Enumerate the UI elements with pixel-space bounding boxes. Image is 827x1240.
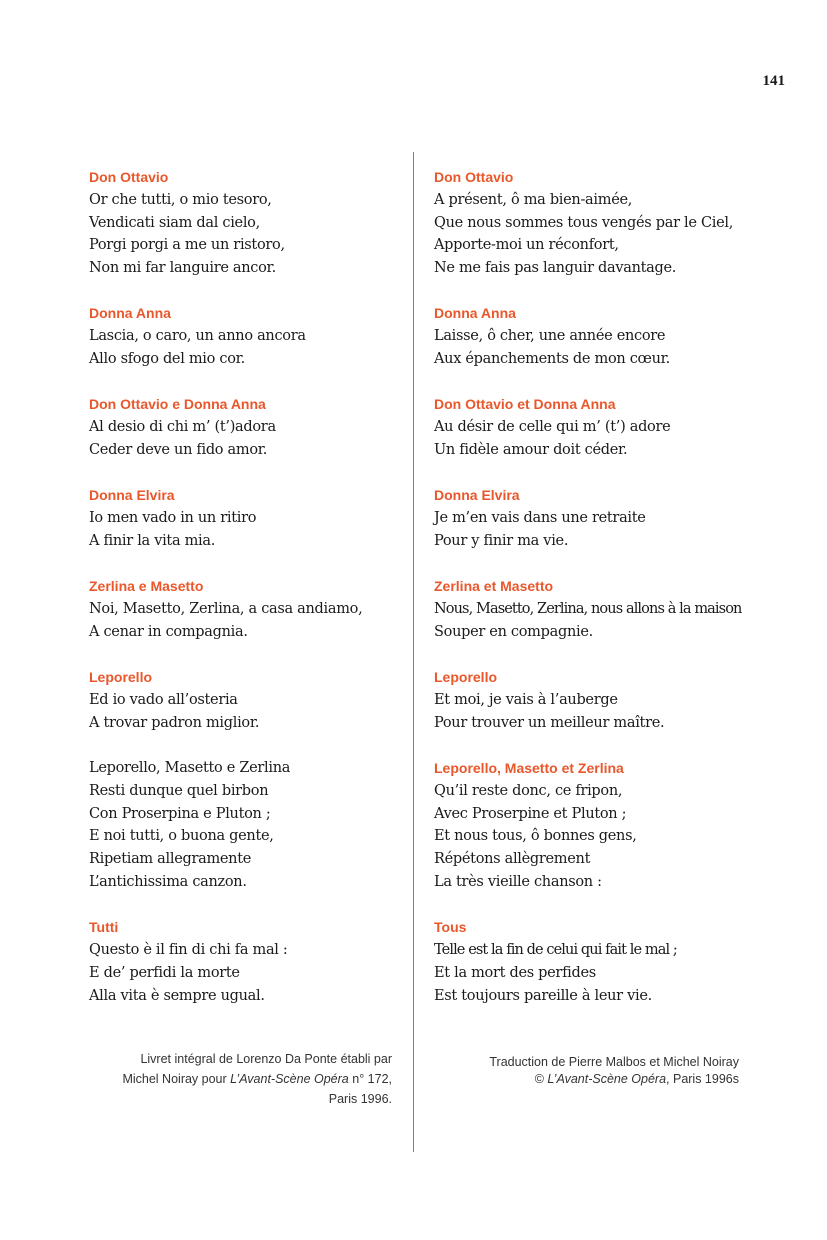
verse-line: A présent, ô ma bien-aimée,	[434, 191, 633, 208]
verse-block	[89, 575, 409, 643]
verse-line: Souper en compagnie.	[434, 623, 593, 640]
credit-left-issue: n° 172,	[348, 1072, 392, 1086]
verse-block	[89, 484, 409, 552]
verse-block	[434, 393, 774, 461]
credit-right	[434, 1054, 739, 1088]
verse-line: Un fidèle amour doit céder.	[434, 441, 628, 458]
speaker-name: Donna Anna	[434, 305, 516, 322]
verse-block	[89, 757, 409, 894]
verse-line: Telle est la fin de celui qui fait le mal ;	[434, 942, 677, 959]
verse-block	[434, 757, 774, 894]
verse-block	[89, 166, 409, 280]
verse-line: Je m’en vais dans une retraite	[434, 510, 646, 527]
verse-line: Au désir de celle qui m’ (t’) adore	[434, 419, 671, 436]
verse-line: Qu’il reste donc, ce fripon,	[434, 782, 623, 799]
verse-line: Avec Proserpine et Pluton ;	[434, 805, 627, 822]
verse-line: Ripetiam allegramente	[89, 851, 252, 868]
credit-left-text: Michel Noiray pour	[122, 1072, 231, 1086]
verse-line: Lascia, o caro, un anno ancora	[89, 328, 306, 345]
verse-line: Apporte-moi un réconfort,	[434, 237, 619, 254]
verse-line: Io men vado in un ritiro	[89, 510, 257, 527]
verse-block	[89, 393, 409, 461]
verse-line: Or che tutti, o mio tesoro,	[89, 191, 272, 208]
page-number: 141	[762, 73, 785, 89]
verse-line: Porgi porgi a me un ristoro,	[89, 237, 285, 254]
verse-line: Ceder deve un fido amor.	[89, 441, 268, 458]
credit-left-line1: Livret intégral de Lorenzo Da Ponte établi par	[140, 1052, 392, 1066]
verse-block	[434, 166, 774, 280]
verse-block	[434, 484, 774, 552]
verse-line: Vendicati siam dal cielo,	[89, 214, 260, 231]
verse-block	[434, 916, 774, 1007]
speaker-name: Donna Elvira	[89, 487, 175, 504]
french-column	[434, 166, 774, 1030]
verse-line: Laisse, ô cher, une année encore	[434, 328, 666, 345]
verse-line: Noi, Masetto, Zerlina, a casa andiamo,	[89, 600, 363, 617]
verse-line: Nous, Masetto, Zerlina, nous allons à la maison	[434, 600, 742, 617]
column-divider	[413, 152, 414, 1152]
verse-block	[434, 302, 774, 370]
verse-line: Allo sfogo del mio cor.	[89, 351, 245, 368]
verse-line: E noi tutti, o buona gente,	[89, 828, 274, 845]
verse-line: Questo è il fin di chi fa mal :	[89, 942, 288, 959]
verse-block	[434, 666, 774, 734]
verse-line: Con Proserpina e Pluton ;	[89, 805, 271, 822]
verse-block	[434, 575, 774, 643]
verse-line: Pour y finir ma vie.	[434, 532, 569, 549]
speaker-name: Don Ottavio	[434, 169, 514, 185]
credit-right-place-year: , Paris 1996s	[666, 1072, 739, 1086]
speaker-name: Zerlina et Masetto	[434, 578, 554, 595]
speaker-name: Don Ottavio et Donna Anna	[434, 396, 616, 413]
verse-line: L’antichissima canzon.	[89, 873, 247, 890]
verse-line: Ed io vado all’osteria	[89, 691, 238, 708]
verse-line: Est toujours pareille à leur vie.	[434, 987, 652, 1004]
verse-line: Resti dunque quel birbon	[89, 782, 269, 799]
speaker-name: Leporello	[89, 669, 153, 686]
speaker-name: Don Ottavio	[89, 169, 169, 185]
speaker-name: Tous	[434, 919, 467, 936]
verse-line: Que nous sommes tous vengés par le Ciel,	[434, 214, 733, 231]
verse-line: Et la mort des perfides	[434, 964, 596, 981]
credit-right-line1: Traduction de Pierre Malbos et Michel Noiray	[489, 1055, 739, 1069]
speaker-name: Donna Anna	[89, 305, 171, 322]
verse-line: Alla vita è sempre ugual.	[89, 987, 265, 1004]
verse-block	[89, 916, 409, 1007]
verse-line: Al desio di chi m’ (t’)adora	[89, 419, 276, 436]
verse-line: A cenar in compagnia.	[89, 623, 248, 640]
verse-line: La très vieille chanson :	[434, 873, 602, 890]
speaker-name: Don Ottavio e Donna Anna	[89, 396, 266, 413]
copyright-symbol: ©	[534, 1072, 548, 1086]
speaker-name: Tutti	[89, 919, 119, 936]
speaker-name: Leporello, Masetto e Zerlina	[89, 759, 291, 776]
credit-left-publication: L’Avant-Scène Opéra	[230, 1072, 349, 1086]
verse-block	[89, 302, 409, 370]
speaker-name: Leporello, Masetto et Zerlina	[434, 759, 624, 776]
speaker-name: Donna Elvira	[434, 487, 520, 504]
verse-line: E de’ perfidi la morte	[89, 964, 240, 981]
credit-right-publication: L’Avant-Scène Opéra	[547, 1072, 667, 1086]
credit-right-line2	[434, 1071, 739, 1088]
speaker-name: Zerlina e Masetto	[89, 578, 204, 595]
verse-line: Ne me fais pas languir davantage.	[434, 260, 677, 277]
verse-line: Répétons allègrement	[434, 851, 591, 868]
credit-left-line3: Paris 1996.	[328, 1092, 392, 1106]
credit-left-line2	[89, 1069, 392, 1089]
italian-column	[89, 166, 409, 1030]
verse-block	[89, 666, 409, 734]
speaker-name: Leporello	[434, 669, 498, 686]
verse-line: Et nous tous, ô bonnes gens,	[434, 828, 637, 845]
verse-line: Et moi, je vais à l’auberge	[434, 691, 618, 708]
verse-line: A trovar padron miglior.	[89, 714, 260, 731]
verse-line: A finir la vita mia.	[89, 532, 216, 549]
verse-line: Non mi far languire ancor.	[89, 260, 276, 277]
verse-line: Pour trouver un meilleur maître.	[434, 714, 665, 731]
verse-line: Aux épanchements de mon cœur.	[434, 351, 670, 368]
credit-left	[89, 1049, 392, 1109]
